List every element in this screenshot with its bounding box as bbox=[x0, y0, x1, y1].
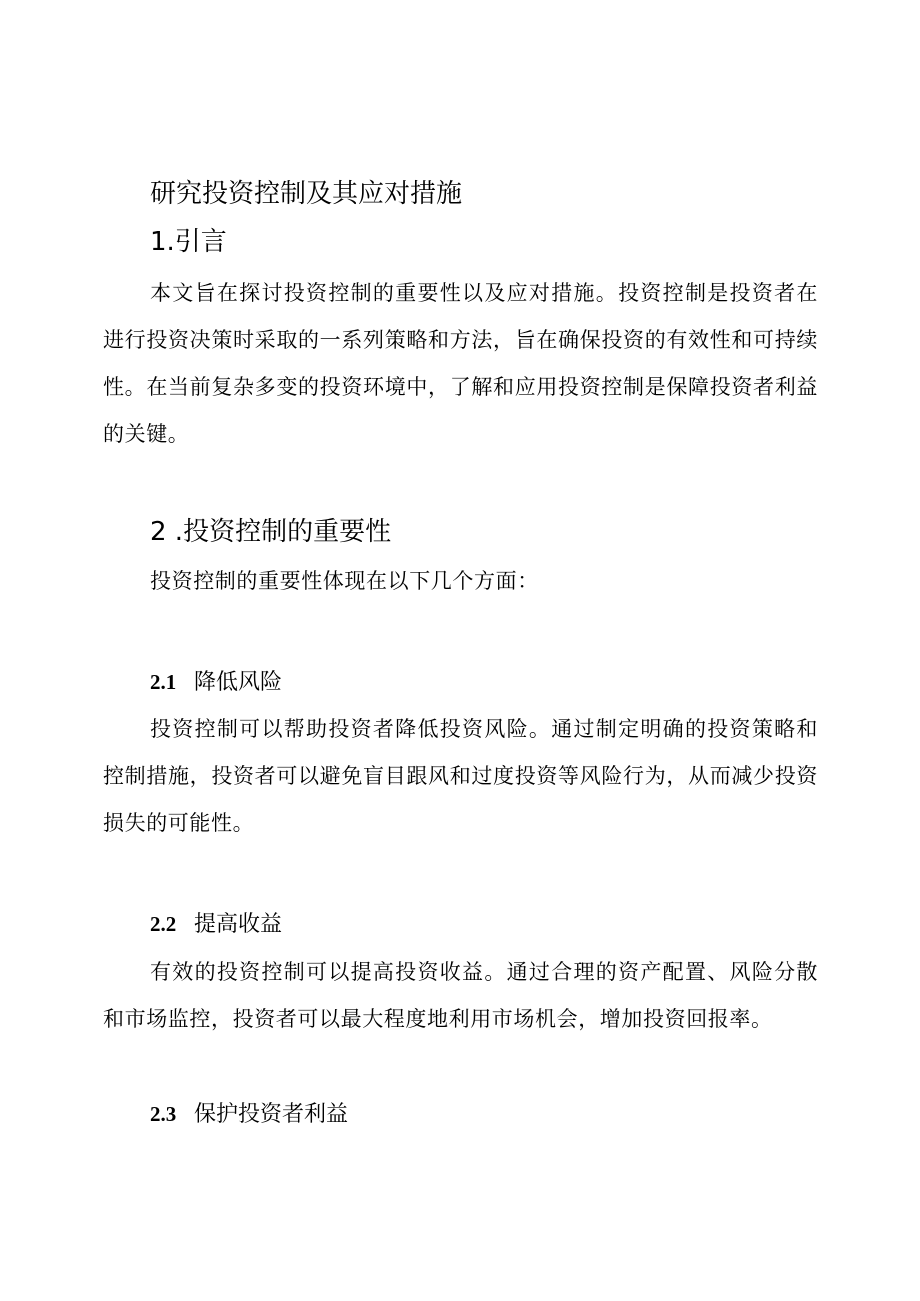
subsection-number: 2.1 bbox=[150, 670, 177, 694]
subsection-number: 2.2 bbox=[150, 912, 177, 936]
subsection-2-2-heading bbox=[150, 910, 282, 939]
subsection-2-3-heading bbox=[150, 1100, 348, 1129]
subsection-title: 降低风险 bbox=[194, 670, 283, 695]
subsection-2-1-heading bbox=[150, 668, 282, 697]
subsection-2-1-paragraph: 投资控制可以帮助投资者降低投资风险。通过制定明确的投资策略和控制措施，投资者可以避免盲目跟风和过度投资等风险行为，从而减少投资损失的可能性。 bbox=[103, 717, 818, 835]
subsection-number: 2.3 bbox=[150, 1102, 177, 1126]
section-1-heading: 1.引言 bbox=[150, 227, 227, 257]
section-1-paragraph: 本文旨在探讨投资控制的重要性以及应对措施。投资控制是投资者在进行投资决策时采取的一系列策略和方法，旨在确保投资的有效性和可持续性。在当前复杂多变的投资环境中，了解和应用投资控制是保障投资者利益的关键。 bbox=[103, 281, 818, 446]
subsection-title: 提高收益 bbox=[194, 912, 283, 937]
section-2-intro: 投资控制的重要性体现在以下几个方面： bbox=[150, 569, 539, 593]
subsection-title: 保护投资者利益 bbox=[194, 1102, 349, 1127]
subsection-2-2-paragraph: 有效的投资控制可以提高投资收益。通过合理的资产配置、风险分散和市场监控，投资者可以最大程度地利用市场机会，增加投资回报率。 bbox=[103, 960, 818, 1031]
section-2-heading: 2 .投资控制的重要性 bbox=[150, 517, 392, 547]
document-title: 研究投资控制及其应对措施 bbox=[150, 179, 463, 209]
